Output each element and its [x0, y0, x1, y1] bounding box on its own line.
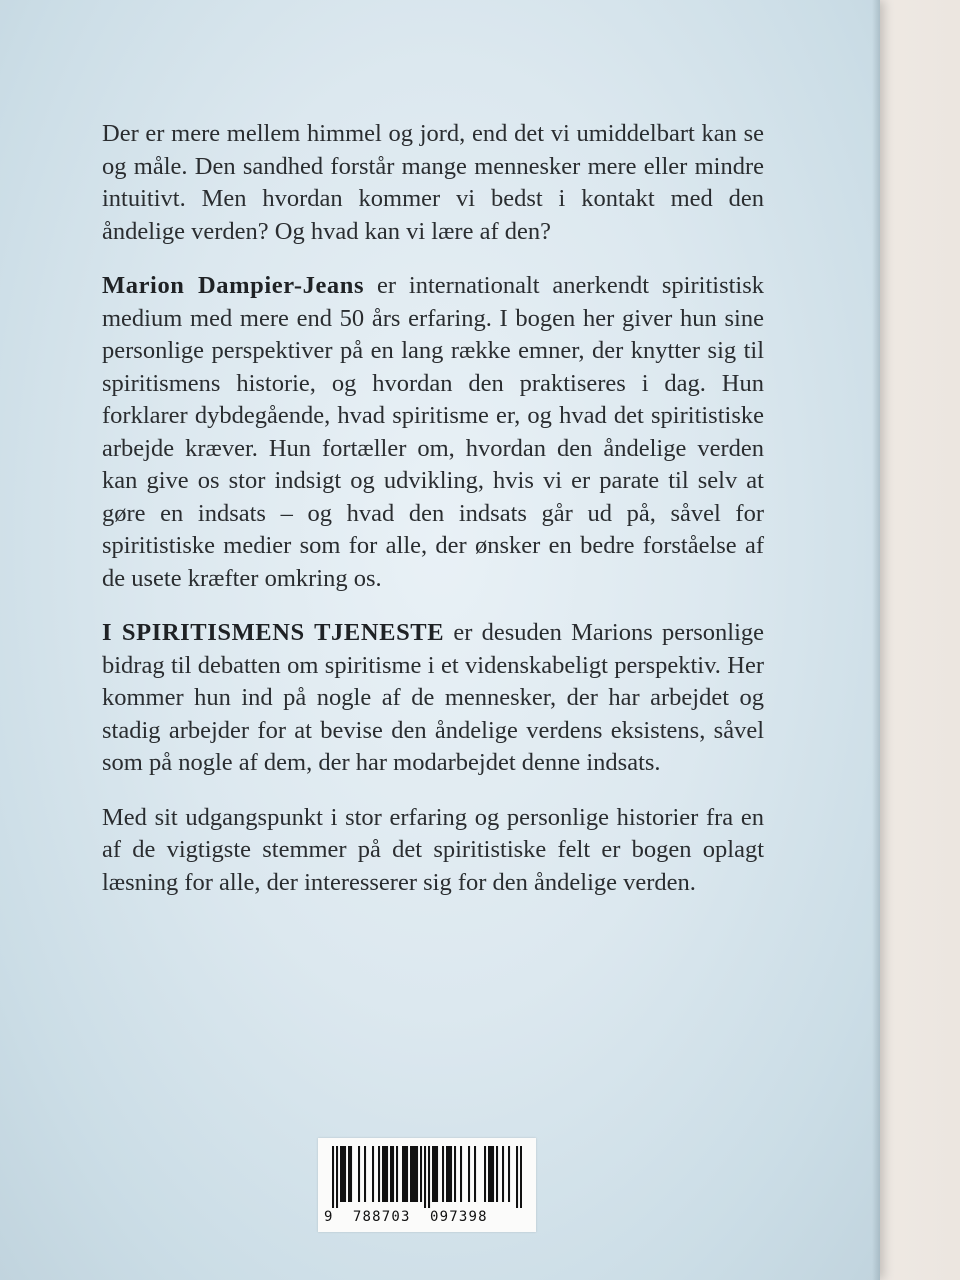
barcode-bar — [442, 1146, 444, 1202]
barcode-bar — [502, 1146, 504, 1202]
barcode-bar — [344, 1146, 346, 1202]
barcode-bar — [402, 1146, 404, 1202]
barcode-bar — [378, 1146, 380, 1202]
barcode-bar — [342, 1146, 344, 1202]
barcode-bars — [332, 1146, 522, 1208]
barcode-bar — [432, 1146, 434, 1202]
book-edge — [872, 0, 880, 1280]
book-title-mention: I SPIRITISMENS TJENESTE — [102, 619, 445, 646]
barcode-bar — [412, 1146, 414, 1202]
barcode-bar — [424, 1146, 426, 1208]
barcode-bar — [490, 1146, 492, 1202]
barcode-bar — [460, 1146, 462, 1202]
barcode-bar — [420, 1146, 422, 1202]
barcode-bar — [382, 1146, 384, 1202]
barcode-bar — [340, 1146, 342, 1202]
barcode-bar — [516, 1146, 518, 1208]
blurb-paragraph-2 — [102, 270, 764, 595]
barcode-bar — [508, 1146, 510, 1202]
barcode-bar — [406, 1146, 408, 1202]
barcode-bar — [404, 1146, 406, 1202]
paragraph-4-text: Med sit udgangspunkt i stor erfaring og personlige historier fra en af de vigtigste stemmer på det spiritistiske felt er bogen oplagt læsning for alle, der interesserer sig for den åndelige verden. — [102, 803, 764, 896]
paragraph-1-text: Der er mere mellem himmel og jord, end det vi umiddelbart kan se og måle. Den sandhed forstår mange mennesker mere eller mindre intuitivt. Men hvordan kommer vi bedst i kontakt med den åndelige verden? Og hvad kan vi lære af den? — [102, 120, 764, 245]
barcode-bar — [384, 1146, 386, 1202]
barcode-bar — [468, 1146, 470, 1202]
barcode-bar — [350, 1146, 352, 1202]
barcode-bar — [448, 1146, 450, 1202]
barcode-bar — [390, 1146, 392, 1202]
barcode-bar — [446, 1146, 448, 1202]
barcode-bar — [414, 1146, 416, 1202]
paragraph-3-text: er desuden Marions personlige bidrag til debatten om spiritisme i et videnskabeligt perspektiv. Her kommer hun ind på nogle af de mennesker, der har arbejdet og stadig arbejder for at bevise den åndelige verdens eksistens, såvel som på nogle af dem, der har modarbejdet denne indsats. — [102, 619, 765, 776]
barcode-bar — [484, 1146, 486, 1202]
barcode-bar — [496, 1146, 498, 1202]
barcode-bar — [488, 1146, 490, 1202]
barcode-bar — [434, 1146, 436, 1202]
barcode-bar — [492, 1146, 494, 1202]
barcode-bar — [520, 1146, 522, 1208]
barcode-bar — [396, 1146, 398, 1202]
barcode-bar — [332, 1146, 334, 1208]
barcode-bar — [392, 1146, 394, 1202]
isbn-first-digit: 9 — [324, 1209, 334, 1225]
barcode-bar — [336, 1146, 338, 1208]
author-name: Marion Dampier-Jeans — [102, 272, 365, 299]
barcode-bar — [410, 1146, 412, 1202]
paragraph-2-text: er internationalt anerkendt spiritistisk medium med mere end 50 års erfaring. I bogen her giver hun sine personlige perspektiver på en lang række emner, der knytter sig til spiritismens historie, og hvordan den praktiseres i dag. Hun forklarer dybdegående, hvad spiritisme er, og hvad det spiritistiske arbejde kræver. Hun fortæller om, hvordan den åndelige verden kan give os stor indsigt og udvikling, hvis vi er parate til selv at gøre en indsats – og hvad den indsats går ud på, såvel for spiritistiske medier som for alle, der ønsker en bedre forståelse af de usete kræfter omkring os. — [102, 272, 765, 592]
barcode-bar — [454, 1146, 456, 1202]
barcode-bar — [386, 1146, 388, 1202]
barcode-bar — [474, 1146, 476, 1202]
blurb-paragraph-3 — [102, 617, 764, 780]
isbn-left-group: 788703 — [352, 1209, 411, 1225]
barcode-bar — [372, 1146, 374, 1202]
barcode-bar — [358, 1146, 360, 1202]
barcode-bar — [348, 1146, 350, 1202]
isbn-right-group: 097398 — [429, 1209, 488, 1225]
barcode-bar — [416, 1146, 418, 1202]
blurb-paragraph-4 — [102, 802, 764, 900]
blurb-paragraph-1 — [102, 118, 764, 248]
barcode-bar — [364, 1146, 366, 1202]
isbn-number — [324, 1209, 530, 1225]
barcode-bar — [436, 1146, 438, 1202]
barcode-bar — [450, 1146, 452, 1202]
barcode-bar — [428, 1146, 430, 1208]
isbn-barcode — [318, 1138, 536, 1232]
blurb-text — [102, 118, 764, 921]
